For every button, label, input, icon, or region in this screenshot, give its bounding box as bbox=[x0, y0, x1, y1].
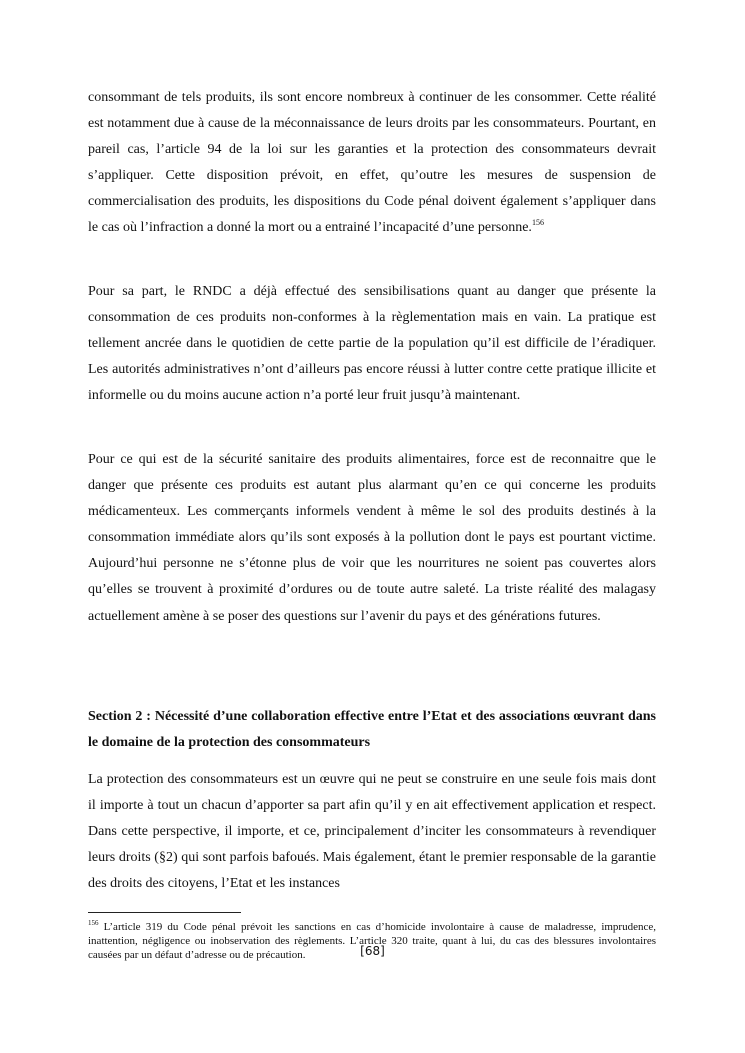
footnote-text: L’article 319 du Code pénal prévoit les sanctions en cas d’homicide involontaire à cause de maladresse, imprudence, inattention, négligence ou inobservation des règlements. L’article 320 traite, quant à lui, du cas des blessures involontaires causées par un défaut d’adresse ou de précaution. bbox=[88, 921, 656, 962]
footnote-number: 156 bbox=[88, 919, 99, 927]
body-paragraph: La protection des consommateurs est un œuvre qui ne peut se construire en une seule fois mais dont il importe à tout un chacun d’apporter sa part afin qu’il y en ait effectivement application et respect. Dans cette perspective, il importe, et ce, principalement d’inciter les consommateurs à revendiquer leurs droits (§2) qui sont parfois bafoués. Mais également, étant le premier responsable de la garantie des droits des citoyens, l’Etat et les instances bbox=[88, 772, 656, 892]
page-number: [68] bbox=[360, 944, 385, 958]
body-paragraph: Pour sa part, le RNDC a déjà effectué des sensibilisations quant au danger que présente la consommation de ces produits non-conformes à la règlementation mais en vain. La pratique est tellement ancrée dans le quotidien de cette partie de la population qu’il est difficile de l’éradiquer. Les autorités administratives n’ont d’ailleurs pas encore réussi à lutter contre cette pratique illicite et informelle ou du moins aucune action n’a porté leur fruit jusqu’à maintenant. bbox=[88, 284, 656, 404]
body-paragraph: Pour ce qui est de la sécurité sanitaire des produits alimentaires, force est de reconnaitre que le danger que présente ces produits est autant plus alarmant qu’en ce qui concerne les produits médicamenteux. Les commerçants informels vendent à même le sol des produits destinés à la consommation immédiate alors qu’ils sont exposés à la pollution dont le pays est pourtant victime. Aujourd’hui personne ne s’étonne plus de voir que les nourritures ne soient pas couvertes alors qu’elles se trouvent à proximité d’ordures ou de toute autre saleté. La triste réalité des malagasy actuellement amène à se poser des questions sur l’avenir du pays et des générations futures. bbox=[88, 452, 656, 624]
footnote-reference[interactable]: 156 bbox=[531, 218, 544, 228]
footnote-separator bbox=[88, 912, 241, 913]
paragraph-text: consommant de tels produits, ils sont encore nombreux à continuer de les consommer. Cette réalité est notamment due à cause de la méconnaissance de leurs droits par les consommateurs. Pourtant, en pareil cas, l’article 94 de la loi sur les garanties et la protection des consommateurs devrait s’appliquer. Cette disposition prévoit, en effet, qu’outre les mesures de suspension de commercialisation des produits, les dispositions du Code pénal doivent également s’appliquer dans le cas où l’infraction a donné la mort ou a entrainé l’incapacité d’une personne. bbox=[88, 90, 656, 236]
body-paragraph bbox=[88, 85, 656, 242]
section-heading: Section 2 : Nécessité d’une collaboration effective entre l’Etat et des associations œuvrant dans le domaine de la protection des consommateurs bbox=[88, 709, 656, 751]
